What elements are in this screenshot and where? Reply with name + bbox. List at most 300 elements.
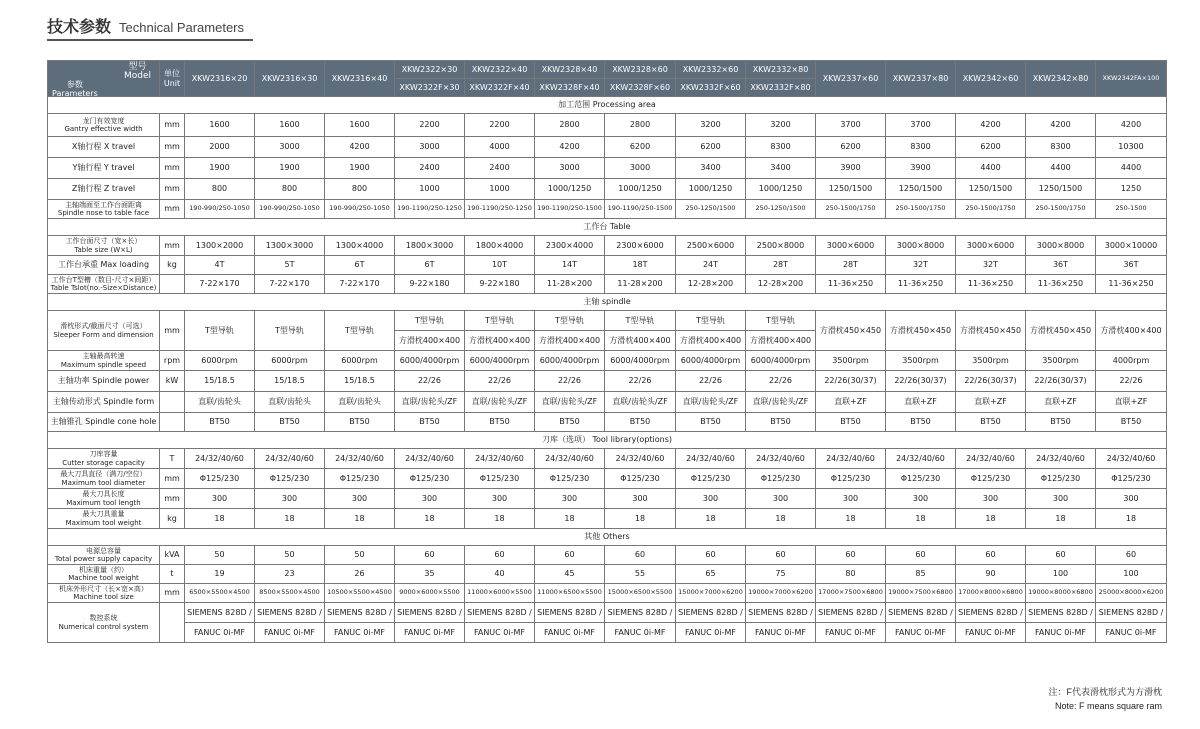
table-row xyxy=(48,158,1167,179)
value-cell: 3700 xyxy=(886,114,956,137)
value-cell: SIEMENS 828D / xyxy=(956,603,1026,623)
section-header xyxy=(48,529,1167,546)
value-cell: 4T xyxy=(185,256,255,275)
value-cell: 1250/1500 xyxy=(816,179,886,200)
value-cell: 25000×8000×6200 xyxy=(1096,584,1167,603)
value-cell: 1900 xyxy=(255,158,325,179)
value-cell: 22/26 xyxy=(395,371,465,392)
value-cell: 11-36×250 xyxy=(886,275,956,294)
param-label-zh: 最大刀具重量 xyxy=(82,510,125,519)
value-cell: 60 xyxy=(535,546,605,565)
param-label-en: Machine tool size xyxy=(73,593,134,601)
value-cell: 1000/1250 xyxy=(535,179,605,200)
value-cell: 方滑枕450×450 xyxy=(886,311,956,351)
value-cell: 4200 xyxy=(1096,114,1167,137)
value-cell: Φ125/230 xyxy=(956,469,1026,489)
param-label xyxy=(48,236,160,256)
param-label-zh: 刀库容量 xyxy=(89,450,118,459)
param-label xyxy=(48,392,160,413)
table-row xyxy=(48,413,1167,432)
value-cell: 4400 xyxy=(1096,158,1167,179)
unit-cell: kVA xyxy=(160,546,185,565)
table-row xyxy=(48,392,1167,413)
value-cell: FANUC 0i-MF xyxy=(255,623,325,643)
value-cell: Φ125/230 xyxy=(465,469,535,489)
table-row xyxy=(48,603,1167,623)
param-label-zh: 数控系统 xyxy=(89,614,118,623)
param-label xyxy=(48,469,160,489)
value-cell: 11-36×250 xyxy=(956,275,1026,294)
value-cell: SIEMENS 828D / xyxy=(325,603,395,623)
value-cell: 1000 xyxy=(465,179,535,200)
section-title: 其他 Others xyxy=(48,529,1167,546)
value-cell: 7-22×170 xyxy=(325,275,395,294)
unit-cell xyxy=(160,413,185,432)
value-cell: 15/18.5 xyxy=(185,371,255,392)
model-header: XKW2322×40 xyxy=(465,61,535,79)
value-cell: 17000×7500×6800 xyxy=(816,584,886,603)
value-cell: 3200 xyxy=(746,114,816,137)
table-row xyxy=(48,137,1167,158)
value-cell: 32T xyxy=(956,256,1026,275)
model-header: XKW2332×60 xyxy=(676,61,746,79)
value-cell: BT50 xyxy=(746,413,816,432)
model-header-variant: XKW2328F×40 xyxy=(535,79,605,97)
value-cell: 6500×5500×4500 xyxy=(185,584,255,603)
value-cell: FANUC 0i-MF xyxy=(395,623,465,643)
value-cell: 1000/1250 xyxy=(605,179,676,200)
param-label xyxy=(48,584,160,603)
value-cell: BT50 xyxy=(956,413,1026,432)
value-cell: 24/32/40/60 xyxy=(956,449,1026,469)
value-cell: 300 xyxy=(1096,489,1167,509)
param-label-zh: 主轴传动形式 Spindle form xyxy=(52,397,155,407)
value-cell: 10500×5500×4500 xyxy=(325,584,395,603)
value-cell: 300 xyxy=(185,489,255,509)
model-header: XKW2337×60 xyxy=(816,61,886,97)
value-cell: 250-1500 xyxy=(1096,200,1167,219)
unit-cell: mm xyxy=(160,137,185,158)
table-row xyxy=(48,256,1167,275)
value-cell: 2800 xyxy=(535,114,605,137)
value-cell: 2400 xyxy=(465,158,535,179)
value-cell: 18 xyxy=(746,509,816,529)
value-cell: 18 xyxy=(886,509,956,529)
value-cell: 3000 xyxy=(605,158,676,179)
value-cell: T型导轨 xyxy=(605,311,676,331)
value-cell: T型导轨 xyxy=(185,311,255,351)
value-cell: 1300×3000 xyxy=(255,236,325,256)
value-cell: 18 xyxy=(535,509,605,529)
value-cell: FANUC 0i-MF xyxy=(676,623,746,643)
value-cell: 190-990/250-1050 xyxy=(325,200,395,219)
value-cell: 75 xyxy=(746,565,816,584)
value-cell: 直联/齿轮头/ZF xyxy=(395,392,465,413)
value-cell: 3500rpm xyxy=(886,351,956,371)
value-cell: FANUC 0i-MF xyxy=(1096,623,1167,643)
value-cell: FANUC 0i-MF xyxy=(465,623,535,643)
value-cell: 250-1250/1500 xyxy=(676,200,746,219)
param-label-en: Maximum spindle speed xyxy=(60,360,147,369)
param-label-en: Maximum tool length xyxy=(66,498,141,507)
value-cell: FANUC 0i-MF xyxy=(325,623,395,643)
param-label-en: Machine tool weight xyxy=(68,574,139,582)
value-cell: 24T xyxy=(676,256,746,275)
value-cell: 3400 xyxy=(746,158,816,179)
param-label-en: Sleeper Form and dimension xyxy=(53,330,154,339)
value-cell: 18T xyxy=(605,256,676,275)
param-label-en: Total power supply capacity xyxy=(54,555,153,563)
value-cell: 11-36×250 xyxy=(1096,275,1167,294)
table-row xyxy=(48,200,1167,219)
value-cell: 6000/4000rpm xyxy=(395,351,465,371)
value-cell: 18 xyxy=(676,509,746,529)
value-cell: 3000 xyxy=(255,137,325,158)
value-cell: Φ125/230 xyxy=(676,469,746,489)
value-cell: 18 xyxy=(956,509,1026,529)
value-cell: 3000×6000 xyxy=(816,236,886,256)
value-cell: 190-1190/250-1500 xyxy=(605,200,676,219)
value-cell: 12-28×200 xyxy=(746,275,816,294)
value-cell: 22/26 xyxy=(746,371,816,392)
model-header: XKW2328×60 xyxy=(605,61,676,79)
value-cell: 100 xyxy=(1026,565,1096,584)
value-cell: 36T xyxy=(1026,256,1096,275)
value-cell: Φ125/230 xyxy=(605,469,676,489)
param-label-zh: 工作台T型槽（数目-尺寸×间距） xyxy=(51,275,156,284)
unit-cell: kg xyxy=(160,256,185,275)
value-cell: 19000×7000×6200 xyxy=(746,584,816,603)
value-cell: 6200 xyxy=(816,137,886,158)
value-cell: 250-1500/1750 xyxy=(956,200,1026,219)
value-cell: 26 xyxy=(325,565,395,584)
value-cell: 2200 xyxy=(465,114,535,137)
value-cell: 4200 xyxy=(535,137,605,158)
value-cell: 6200 xyxy=(956,137,1026,158)
param-label-en: Table Tslot(no.-Size×Distance) xyxy=(50,284,157,292)
value-cell: 18 xyxy=(816,509,886,529)
value-cell: 1900 xyxy=(325,158,395,179)
header-row xyxy=(48,61,1167,79)
value-cell: 18 xyxy=(395,509,465,529)
value-cell: 9000×6000×5500 xyxy=(395,584,465,603)
param-label-zh: 最大刀具长度 xyxy=(82,490,125,499)
value-cell: 2500×6000 xyxy=(676,236,746,256)
value-cell: Φ125/230 xyxy=(535,469,605,489)
value-cell: 方滑枕400×400 xyxy=(1096,311,1167,351)
value-cell: 3000 xyxy=(395,137,465,158)
value-cell: 9-22×180 xyxy=(465,275,535,294)
value-cell: 3000×6000 xyxy=(956,236,1026,256)
param-label-zh: Z轴行程 Z travel xyxy=(71,184,136,194)
value-cell: 190-990/250-1050 xyxy=(255,200,325,219)
value-cell: 方滑枕400×400 xyxy=(395,331,465,351)
value-cell: 18 xyxy=(465,509,535,529)
value-cell: 22/26 xyxy=(605,371,676,392)
value-cell: 6000rpm xyxy=(255,351,325,371)
value-cell: SIEMENS 828D / xyxy=(255,603,325,623)
model-header-variant: XKW2332F×60 xyxy=(676,79,746,97)
value-cell: 24/32/40/60 xyxy=(886,449,956,469)
value-cell: Φ125/230 xyxy=(1026,469,1096,489)
value-cell: BT50 xyxy=(465,413,535,432)
model-header-variant: XKW2322F×30 xyxy=(395,79,465,97)
value-cell: 4200 xyxy=(325,137,395,158)
header-corner xyxy=(48,61,160,97)
value-cell: 1800×4000 xyxy=(465,236,535,256)
value-cell: 24/32/40/60 xyxy=(465,449,535,469)
value-cell: 22/26(30/37) xyxy=(956,371,1026,392)
value-cell: T型导轨 xyxy=(325,311,395,351)
param-label-zh: 主轴锥孔 Spindle cone hole xyxy=(50,417,157,427)
value-cell: 28T xyxy=(816,256,886,275)
param-label xyxy=(48,256,160,275)
unit-cell: mm xyxy=(160,584,185,603)
value-cell: 3500rpm xyxy=(956,351,1026,371)
value-cell: T型导轨 xyxy=(255,311,325,351)
value-cell: T型导轨 xyxy=(676,311,746,331)
param-label xyxy=(48,351,160,371)
param-label-en: Numerical control system xyxy=(58,622,149,631)
value-cell: 12-28×200 xyxy=(676,275,746,294)
table-row xyxy=(48,371,1167,392)
value-cell: 直联/齿轮头/ZF xyxy=(605,392,676,413)
value-cell: 24/32/40/60 xyxy=(535,449,605,469)
value-cell: 4400 xyxy=(956,158,1026,179)
param-label-zh: 主轴功率 Spindle power xyxy=(57,376,150,386)
value-cell: 5T xyxy=(255,256,325,275)
value-cell: 3200 xyxy=(676,114,746,137)
value-cell: 22/26(30/37) xyxy=(886,371,956,392)
value-cell: 直联+ZF xyxy=(1096,392,1167,413)
value-cell: 方滑枕450×450 xyxy=(1026,311,1096,351)
section-title: 刀库（选项） Tool library(options) xyxy=(48,432,1167,449)
section-header xyxy=(48,97,1167,114)
value-cell: 19000×7500×6800 xyxy=(886,584,956,603)
param-label-zh: 龙门有效宽度 xyxy=(82,116,125,125)
value-cell: Φ125/230 xyxy=(255,469,325,489)
value-cell: 300 xyxy=(746,489,816,509)
value-cell: 36T xyxy=(1096,256,1167,275)
section-title: 加工范围 Processing area xyxy=(48,97,1167,114)
value-cell: 32T xyxy=(886,256,956,275)
value-cell: 直联/齿轮头/ZF xyxy=(676,392,746,413)
value-cell: BT50 xyxy=(395,413,465,432)
value-cell: 18 xyxy=(325,509,395,529)
value-cell: 11-36×250 xyxy=(1026,275,1096,294)
value-cell: Φ125/230 xyxy=(746,469,816,489)
value-cell: 方滑枕450×450 xyxy=(956,311,1026,351)
value-cell: 24/32/40/60 xyxy=(1096,449,1167,469)
section-header xyxy=(48,432,1167,449)
model-header: XKW2322×30 xyxy=(395,61,465,79)
value-cell: T型导轨 xyxy=(395,311,465,331)
unit-cell: mm xyxy=(160,469,185,489)
value-cell: 190-1190/250-1250 xyxy=(395,200,465,219)
param-label-zh: 机床重量（约） xyxy=(79,565,128,574)
value-cell: FANUC 0i-MF xyxy=(746,623,816,643)
value-cell: 24/32/40/60 xyxy=(185,449,255,469)
value-cell: 300 xyxy=(956,489,1026,509)
value-cell: BT50 xyxy=(676,413,746,432)
value-cell: 直联/齿轮头/ZF xyxy=(746,392,816,413)
value-cell: 1600 xyxy=(185,114,255,137)
value-cell: 55 xyxy=(605,565,676,584)
value-cell: 18 xyxy=(605,509,676,529)
value-cell: 23 xyxy=(255,565,325,584)
unit-cell: mm xyxy=(160,489,185,509)
param-label xyxy=(48,509,160,529)
value-cell: BT50 xyxy=(1026,413,1096,432)
value-cell: SIEMENS 828D / xyxy=(605,603,676,623)
unit-cell: t xyxy=(160,565,185,584)
value-cell: 24/32/40/60 xyxy=(816,449,886,469)
value-cell: 6000/4000rpm xyxy=(535,351,605,371)
param-label-zh: 主轴最高转速 xyxy=(82,352,125,361)
value-cell: 24/32/40/60 xyxy=(676,449,746,469)
param-label-en: Maximum tool weight xyxy=(65,518,142,527)
value-cell: 24/32/40/60 xyxy=(255,449,325,469)
value-cell: 3500rpm xyxy=(1026,351,1096,371)
param-label-zh: 工作台承重 Max loading xyxy=(57,260,150,270)
value-cell: FANUC 0i-MF xyxy=(1026,623,1096,643)
value-cell: 300 xyxy=(816,489,886,509)
unit-cell: mm xyxy=(160,158,185,179)
value-cell: 8300 xyxy=(886,137,956,158)
value-cell: SIEMENS 828D / xyxy=(185,603,255,623)
value-cell: 45 xyxy=(535,565,605,584)
value-cell: 直联/齿轮头/ZF xyxy=(535,392,605,413)
value-cell: 2800 xyxy=(605,114,676,137)
value-cell: SIEMENS 828D / xyxy=(465,603,535,623)
value-cell: 1250 xyxy=(1096,179,1167,200)
value-cell: 1250/1500 xyxy=(1026,179,1096,200)
value-cell: 7-22×170 xyxy=(185,275,255,294)
value-cell: 3700 xyxy=(816,114,886,137)
value-cell: 50 xyxy=(325,546,395,565)
value-cell: 22/26 xyxy=(535,371,605,392)
param-label xyxy=(48,137,160,158)
param-label-zh: Y轴行程 Y travel xyxy=(72,163,135,173)
value-cell: 15000×7000×6200 xyxy=(676,584,746,603)
value-cell: 24/32/40/60 xyxy=(325,449,395,469)
value-cell: 1000/1250 xyxy=(746,179,816,200)
value-cell: T型导轨 xyxy=(535,311,605,331)
value-cell: Φ125/230 xyxy=(816,469,886,489)
value-cell: BT50 xyxy=(1096,413,1167,432)
value-cell: 800 xyxy=(185,179,255,200)
value-cell: FANUC 0i-MF xyxy=(535,623,605,643)
value-cell: SIEMENS 828D / xyxy=(535,603,605,623)
value-cell: 1300×2000 xyxy=(185,236,255,256)
unit-cell: rpm xyxy=(160,351,185,371)
table-row xyxy=(48,449,1167,469)
value-cell: 1600 xyxy=(325,114,395,137)
value-cell: 190-1190/250-1250 xyxy=(465,200,535,219)
model-label-en: Model xyxy=(124,71,152,82)
value-cell: BT50 xyxy=(816,413,886,432)
param-label xyxy=(48,603,160,643)
value-cell: 800 xyxy=(255,179,325,200)
value-cell: 3000×8000 xyxy=(886,236,956,256)
param-label xyxy=(48,413,160,432)
value-cell: 60 xyxy=(816,546,886,565)
value-cell: 65 xyxy=(676,565,746,584)
footnote-zh: 注：F代表滑枕形式为方滑枕 xyxy=(1048,687,1162,697)
value-cell: 11-28×200 xyxy=(605,275,676,294)
section-header xyxy=(48,294,1167,311)
value-cell: 2200 xyxy=(395,114,465,137)
value-cell: 300 xyxy=(395,489,465,509)
footnote-en: Note: F means square ram xyxy=(1054,700,1162,711)
model-header: XKW2316×20 xyxy=(185,61,255,97)
value-cell: 8300 xyxy=(746,137,816,158)
value-cell: 22/26 xyxy=(1096,371,1167,392)
value-cell: 7-22×170 xyxy=(255,275,325,294)
value-cell: 方滑枕400×400 xyxy=(676,331,746,351)
value-cell: 60 xyxy=(465,546,535,565)
value-cell: BT50 xyxy=(325,413,395,432)
value-cell: 28T xyxy=(746,256,816,275)
value-cell: 3500rpm xyxy=(816,351,886,371)
value-cell: 10T xyxy=(465,256,535,275)
value-cell: 300 xyxy=(255,489,325,509)
value-cell: 方滑枕450×450 xyxy=(816,311,886,351)
model-header: XKW2328×40 xyxy=(535,61,605,79)
value-cell: 100 xyxy=(1096,565,1167,584)
param-label xyxy=(48,158,160,179)
table-row xyxy=(48,179,1167,200)
value-cell: 4000rpm xyxy=(1096,351,1167,371)
param-label-zh: 滑枕形式/截面尺寸（可选） xyxy=(60,322,147,331)
value-cell: 2300×4000 xyxy=(535,236,605,256)
title-en: Technical Parameters xyxy=(119,20,245,35)
param-label-zh: X轴行程 X travel xyxy=(71,142,136,152)
table-row xyxy=(48,489,1167,509)
table-row xyxy=(48,311,1167,331)
unit-header xyxy=(160,61,185,97)
unit-cell: mm xyxy=(160,236,185,256)
param-label xyxy=(48,371,160,392)
value-cell: FANUC 0i-MF xyxy=(956,623,1026,643)
section-header xyxy=(48,219,1167,236)
param-label-en: Maximum tool diameter xyxy=(61,478,146,487)
model-header-variant: XKW2328F×60 xyxy=(605,79,676,97)
table-row xyxy=(48,275,1167,294)
value-cell: 6200 xyxy=(605,137,676,158)
param-label xyxy=(48,546,160,565)
value-cell: 直联+ZF xyxy=(816,392,886,413)
value-cell: 11000×6000×5500 xyxy=(465,584,535,603)
value-cell: 1900 xyxy=(185,158,255,179)
section-title: 主轴 spindle xyxy=(48,294,1167,311)
param-label-zh: 主轴端面至工作台面距离 xyxy=(65,200,142,209)
value-cell: 800 xyxy=(325,179,395,200)
parameters-label-en: Parameters xyxy=(52,88,98,97)
value-cell: Φ125/230 xyxy=(395,469,465,489)
value-cell: SIEMENS 828D / xyxy=(1026,603,1096,623)
value-cell: SIEMENS 828D / xyxy=(395,603,465,623)
value-cell: 300 xyxy=(886,489,956,509)
value-cell: FANUC 0i-MF xyxy=(886,623,956,643)
model-header: XKW2342×60 xyxy=(956,61,1026,97)
footnote xyxy=(1049,686,1163,713)
value-cell: FANUC 0i-MF xyxy=(185,623,255,643)
value-cell: 50 xyxy=(255,546,325,565)
value-cell: 250-1250/1500 xyxy=(746,200,816,219)
value-cell: 300 xyxy=(1026,489,1096,509)
value-cell: 24/32/40/60 xyxy=(1026,449,1096,469)
